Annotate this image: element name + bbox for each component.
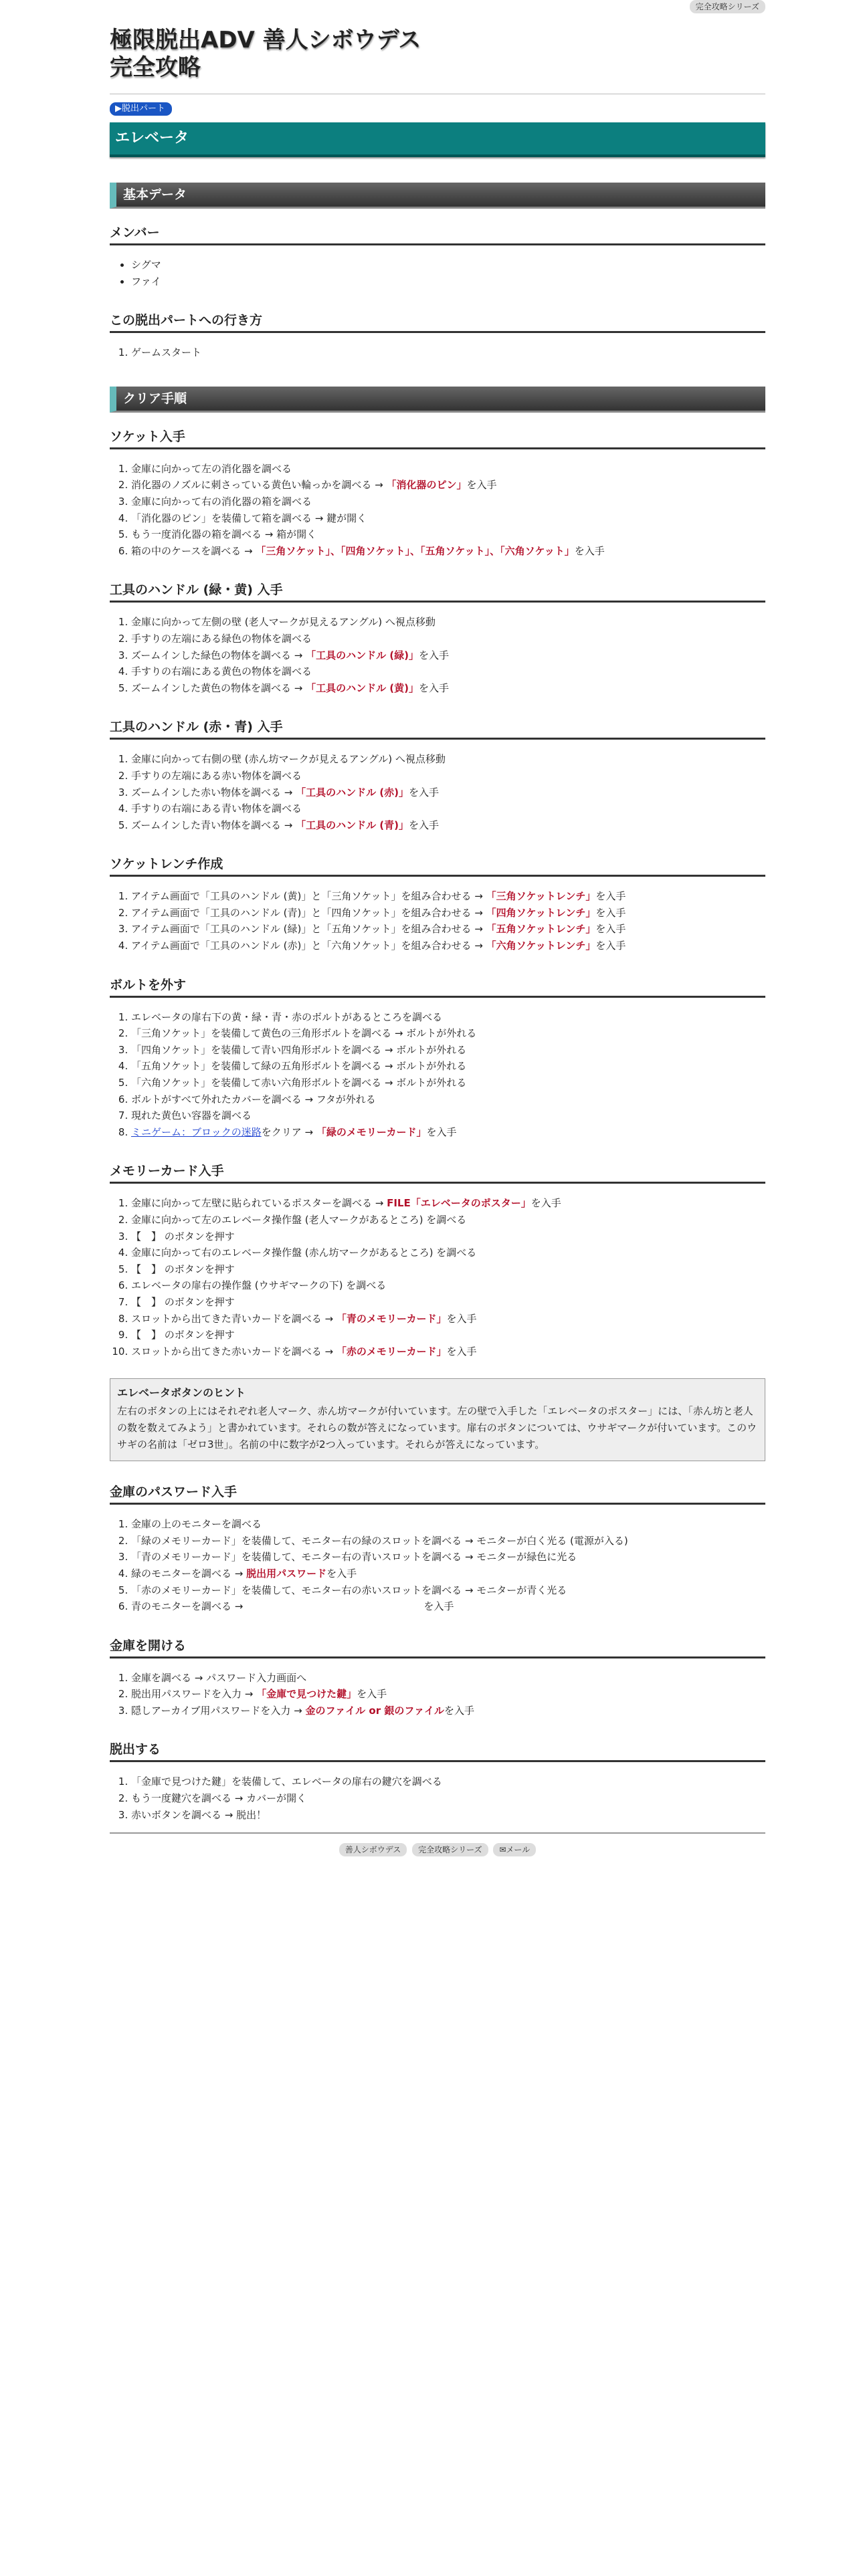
memory-heading: メモリーカード入手 <box>110 1140 765 1184</box>
item-name: 「消化器のピン」 <box>386 479 467 492</box>
series-link[interactable]: 完全攻略シリーズ <box>690 0 765 13</box>
item-name: 「三角ソケットレンチ」 <box>486 890 596 903</box>
step-text: エレベータの扉右下の黄・緑・青・赤のボルトがあるところを調べる <box>131 1010 443 1023</box>
footer-divider <box>110 1832 765 1834</box>
step-item <box>131 1670 765 1687</box>
footer-link-mail[interactable]: ✉メール <box>493 1843 536 1856</box>
page-container <box>110 0 765 1856</box>
hint-body: 左右のボタンの上にはそれぞれ老人マーク、赤ん坊マークが付いています。左の壁で入手した「エレベータのポスター」には、「赤ん坊と老人の数を数えてみよう」と書かれています。それらの数が答えになっています。扉右のボタンについては、ウサギマークが付いています。このウサギの名前は「ゼロ3世」。名前の中に数字が2つ入っています。それらが答えになっています。 <box>117 1405 757 1451</box>
step-text: ズームインした青い物体を調べる → <box>131 819 296 831</box>
step-text: を入手 <box>446 1312 477 1325</box>
route-list <box>110 344 765 361</box>
safe-heading: 金庫を開ける <box>110 1615 765 1658</box>
bolts-steps <box>110 1009 765 1141</box>
step-item <box>131 1311 765 1327</box>
footer-link-game[interactable]: 善人シボウデス <box>339 1843 407 1856</box>
step-text: 赤いボタンを調べる → 脱出！ <box>131 1808 267 1821</box>
step-item <box>131 631 765 647</box>
item-name: 「工具のハンドル (緑)」 <box>306 649 419 661</box>
handle-rb-steps <box>110 751 765 833</box>
step-item <box>131 905 765 922</box>
step-text: を入手 <box>326 1567 357 1580</box>
step-text: 金庫に向かって左のエレベータ操作盤 (老人マークがあるところ) を調べる <box>131 1214 467 1226</box>
list-item: • ファイ <box>131 274 765 290</box>
step-item <box>131 543 765 560</box>
escape-steps <box>110 1774 765 1823</box>
item-name: 金のファイル or 銀のファイル <box>305 1704 445 1717</box>
step-item <box>131 800 765 817</box>
password-heading: 金庫のパスワード入手 <box>110 1461 765 1505</box>
step-text: エレベータの扉右の操作盤 (ウサギマークの下) を調べる <box>131 1279 387 1292</box>
step-text: を入手 <box>466 479 497 492</box>
step-item <box>131 1807 765 1824</box>
step-text: ズームインした黄色の物体を調べる → <box>131 681 306 694</box>
step-item <box>131 768 765 784</box>
step-text: を入手 <box>531 1197 561 1210</box>
step-item <box>131 526 765 543</box>
step-item <box>131 1195 765 1212</box>
step-item <box>131 510 765 527</box>
section-basic: 基本データ <box>110 183 765 209</box>
step-text: を入手 <box>574 544 605 557</box>
step-item <box>131 1212 765 1228</box>
step-text: 金庫に向かって右の消化器の箱を調べる <box>131 495 312 508</box>
handle-rb-heading: 工具のハンドル (赤・青) 入手 <box>110 696 765 740</box>
step-text: を入手 <box>595 906 626 919</box>
site-title-line1: 極限脱出ADV 善人シボウデス <box>110 27 421 53</box>
step-text: スロットから出てきた青いカードを調べる → <box>131 1312 337 1325</box>
step-text: 隠しアーカイブ用パスワードを入力 → <box>131 1704 306 1717</box>
hint-box <box>110 1378 765 1461</box>
bolts-heading: ボルトを外す <box>110 954 765 998</box>
item-name: FILE「エレベータのポスター」 <box>387 1197 531 1210</box>
step-text: 【 】 のボタンを押す <box>131 1329 235 1341</box>
step-text: アイテム画面で「工具のハンドル (赤)」と「六角ソケット」を組み合わせる → <box>131 940 486 952</box>
step-text: 「六角ソケット」を装備して赤い六角形ボルトを調べる → ボルトが外れる <box>131 1077 467 1089</box>
step-text: 【 】 のボタンを押す <box>131 1295 235 1308</box>
escape-heading: 脱出する <box>110 1719 765 1762</box>
step-text: 消化器のノズルに刺さっている黄色い輪っかを調べる → <box>131 479 387 492</box>
section-clear: クリア手順 <box>110 387 765 413</box>
step-text: 金庫に向かって左側の壁 (老人マークが見えるアングル) へ視点移動 <box>131 616 436 629</box>
hint-title: エレベータボタンのヒント <box>117 1386 246 1400</box>
step-text: を入手 <box>595 940 626 952</box>
item-name: 「金庫で見つけた鍵」 <box>256 1688 357 1701</box>
step-text: 手すりの左端にある赤い物体を調べる <box>131 769 302 782</box>
item-name: 「五角ソケットレンチ」 <box>486 923 596 936</box>
step-text: 現れた黄色い容器を調べる <box>131 1109 252 1122</box>
step-item <box>131 1598 765 1615</box>
step-item <box>131 888 765 905</box>
step-text: 金庫に向かって左壁に貼られているポスターを調べる → <box>131 1197 387 1210</box>
step-text: をクリア → <box>261 1125 316 1138</box>
step-item <box>131 1344 765 1360</box>
step-text: 「緑のメモリーカード」を装備して、モニター右の緑のスロットを調べる → モニターが白く光る (電源が入る) <box>131 1534 628 1547</box>
step-text: を入手 <box>446 1345 477 1358</box>
item-name: 「工具のハンドル (赤)」 <box>296 786 409 798</box>
step-item <box>131 1703 765 1719</box>
step-text: アイテム画面で「工具のハンドル (緑)」と「五角ソケット」を組み合わせる → <box>131 923 486 936</box>
step-text: を入手 <box>444 1704 475 1717</box>
step-text: を入手 <box>409 819 440 831</box>
step-item <box>131 1686 765 1703</box>
step-text: 緑のモニターを調べる → <box>131 1567 247 1580</box>
step-text: アイテム画面で「工具のハンドル (青)」と「四角ソケット」を組み合わせる → <box>131 906 486 919</box>
breadcrumb[interactable]: ▶脱出パート <box>110 102 172 116</box>
step-text: 「金庫で見つけた鍵」を装備して、エレベータの扉右の鍵穴を調べる <box>131 1776 442 1788</box>
step-text: 手すりの右端にある青い物体を調べる <box>131 802 302 815</box>
step-text: 「四角ソケット」を装備して青い四角形ボルトを調べる → ボルトが外れる <box>131 1043 467 1056</box>
step-text: 青のモニターを調べる → を入手 <box>131 1600 454 1613</box>
step-item <box>131 1058 765 1075</box>
list-item: • シグマ <box>131 257 765 274</box>
step-text: 金庫に向かって右のエレベータ操作盤 (赤ん坊マークがあるところ) を調べる <box>131 1247 477 1259</box>
site-title <box>110 0 765 82</box>
wrench-heading: ソケットレンチ作成 <box>110 833 765 877</box>
step-text: もう一度鍵穴を調べる → カバーが開く <box>131 1792 307 1805</box>
footer <box>110 1843 765 1856</box>
list-item: 1. ゲームスタート <box>131 344 765 361</box>
page-title: エレベータ <box>110 122 765 157</box>
step-text: アイテム画面で「工具のハンドル (黄)」と「三角ソケット」を組み合わせる → <box>131 890 486 903</box>
item-name: 「工具のハンドル (青)」 <box>296 819 409 831</box>
item-name: 「緑のメモリーカード」 <box>316 1125 427 1138</box>
item-name: 「三角ソケット」、「四角ソケット」、「五角ソケット」、「六角ソケット」 <box>256 544 575 557</box>
route-heading: この脱出パートへの行き方 <box>110 290 765 333</box>
footer-link-series[interactable]: 完全攻略シリーズ <box>412 1843 488 1856</box>
step-item <box>131 1533 765 1549</box>
site-title-line2: 完全攻略 <box>110 54 201 81</box>
step-item <box>131 1774 765 1790</box>
password-steps <box>110 1516 765 1615</box>
step-item <box>131 1124 765 1141</box>
step-text: を入手 <box>419 681 450 694</box>
step-item <box>131 1566 765 1582</box>
step-item <box>131 1549 765 1566</box>
step-text: 「赤のメモリーカード」を装備して、モニター右の赤いスロットを調べる → モニターが青く光る <box>131 1584 567 1596</box>
step-item <box>131 1327 765 1344</box>
item-name: 「四角ソケットレンチ」 <box>486 906 596 919</box>
step-text: ボルトがすべて外れたカバーを調べる → フタが外れる <box>131 1093 376 1105</box>
step-item <box>131 1091 765 1108</box>
step-text: 金庫の上のモニターを調べる <box>131 1518 262 1531</box>
step-text: 脱出用パスワードを入力 → <box>131 1688 257 1701</box>
step-text: 【 】 のボタンを押す <box>131 1263 235 1275</box>
step-item <box>131 1228 765 1245</box>
step-item <box>131 647 765 664</box>
step-text: もう一度消化器の箱を調べる → 箱が開く <box>131 528 317 541</box>
step-item <box>131 461 765 477</box>
wrench-steps <box>110 888 765 954</box>
step-text: を入手 <box>426 1125 457 1138</box>
step-item <box>131 1245 765 1261</box>
step-item <box>131 1294 765 1311</box>
step-item <box>131 1582 765 1599</box>
step-text: 「消化器のピン」を装備して箱を調べる → 鍵が開く <box>131 512 367 524</box>
step-item <box>131 663 765 680</box>
step-text: 【 】 のボタンを押す <box>131 1230 235 1243</box>
step-item <box>131 1025 765 1042</box>
step-item <box>131 477 765 494</box>
step-item <box>131 921 765 938</box>
step-item <box>131 1009 765 1026</box>
step-item <box>131 1277 765 1294</box>
handle-gy-steps <box>110 614 765 696</box>
step-item <box>131 751 765 768</box>
step-item <box>131 1042 765 1059</box>
step-item <box>131 1107 765 1124</box>
step-text: 金庫を調べる → パスワード入力画面へ <box>131 1671 307 1684</box>
step-item <box>131 817 765 834</box>
step-item <box>131 494 765 510</box>
step-text: を入手 <box>419 649 450 661</box>
step-item <box>131 614 765 631</box>
handle-gy-heading: 工具のハンドル (緑・黄) 入手 <box>110 559 765 603</box>
step-text: 「青のメモリーカード」を装備して、モニター右の青いスロットを調べる → モニターが緑色に光る <box>131 1551 577 1564</box>
step-text: を入手 <box>357 1688 387 1701</box>
step-text: 「五角ソケット」を装備して緑の五角形ボルトを調べる → ボルトが外れる <box>131 1060 467 1073</box>
item-name: 「六角ソケットレンチ」 <box>486 940 596 952</box>
socket-heading: ソケット入手 <box>110 413 765 449</box>
step-text: 金庫に向かって右側の壁 (赤ん坊マークが見えるアングル) へ視点移動 <box>131 753 446 766</box>
members-list <box>110 257 765 290</box>
step-item <box>131 1075 765 1091</box>
step-item <box>131 680 765 697</box>
step-text: ズームインした赤い物体を調べる → <box>131 786 296 798</box>
step-text: 箱の中のケースを調べる → <box>131 544 256 557</box>
item-name: 「青のメモリーカード」 <box>336 1312 447 1325</box>
step-item <box>131 938 765 954</box>
step-text: を入手 <box>595 890 626 903</box>
step-item <box>131 1516 765 1533</box>
safe-steps <box>110 1670 765 1719</box>
step-text: 手すりの左端にある緑色の物体を調べる <box>131 632 312 645</box>
step-text: スロットから出てきた赤いカードを調べる → <box>131 1345 337 1358</box>
step-text: 金庫に向かって左の消化器を調べる <box>131 462 292 475</box>
item-name: 「工具のハンドル (黄)」 <box>306 681 419 694</box>
step-text: ズームインした緑色の物体を調べる → <box>131 649 306 661</box>
socket-steps <box>110 461 765 560</box>
members-heading: メンバー <box>110 209 765 245</box>
item-name: 脱出用パスワード <box>246 1567 327 1580</box>
step-text: を入手 <box>409 786 440 798</box>
step-item <box>131 1790 765 1807</box>
step-text: 「三角ソケット」を装備して黄色の三角形ボルトを調べる → ボルトが外れる <box>131 1027 477 1040</box>
memory-steps <box>110 1195 765 1360</box>
step-item <box>131 1261 765 1278</box>
step-text: 手すりの右端にある黄色の物体を調べる <box>131 665 312 678</box>
minigame-link[interactable]: ミニゲーム：ブロックの迷路 <box>131 1125 262 1138</box>
step-item <box>131 784 765 801</box>
step-text: を入手 <box>595 923 626 936</box>
item-name: 「赤のメモリーカード」 <box>336 1345 447 1358</box>
